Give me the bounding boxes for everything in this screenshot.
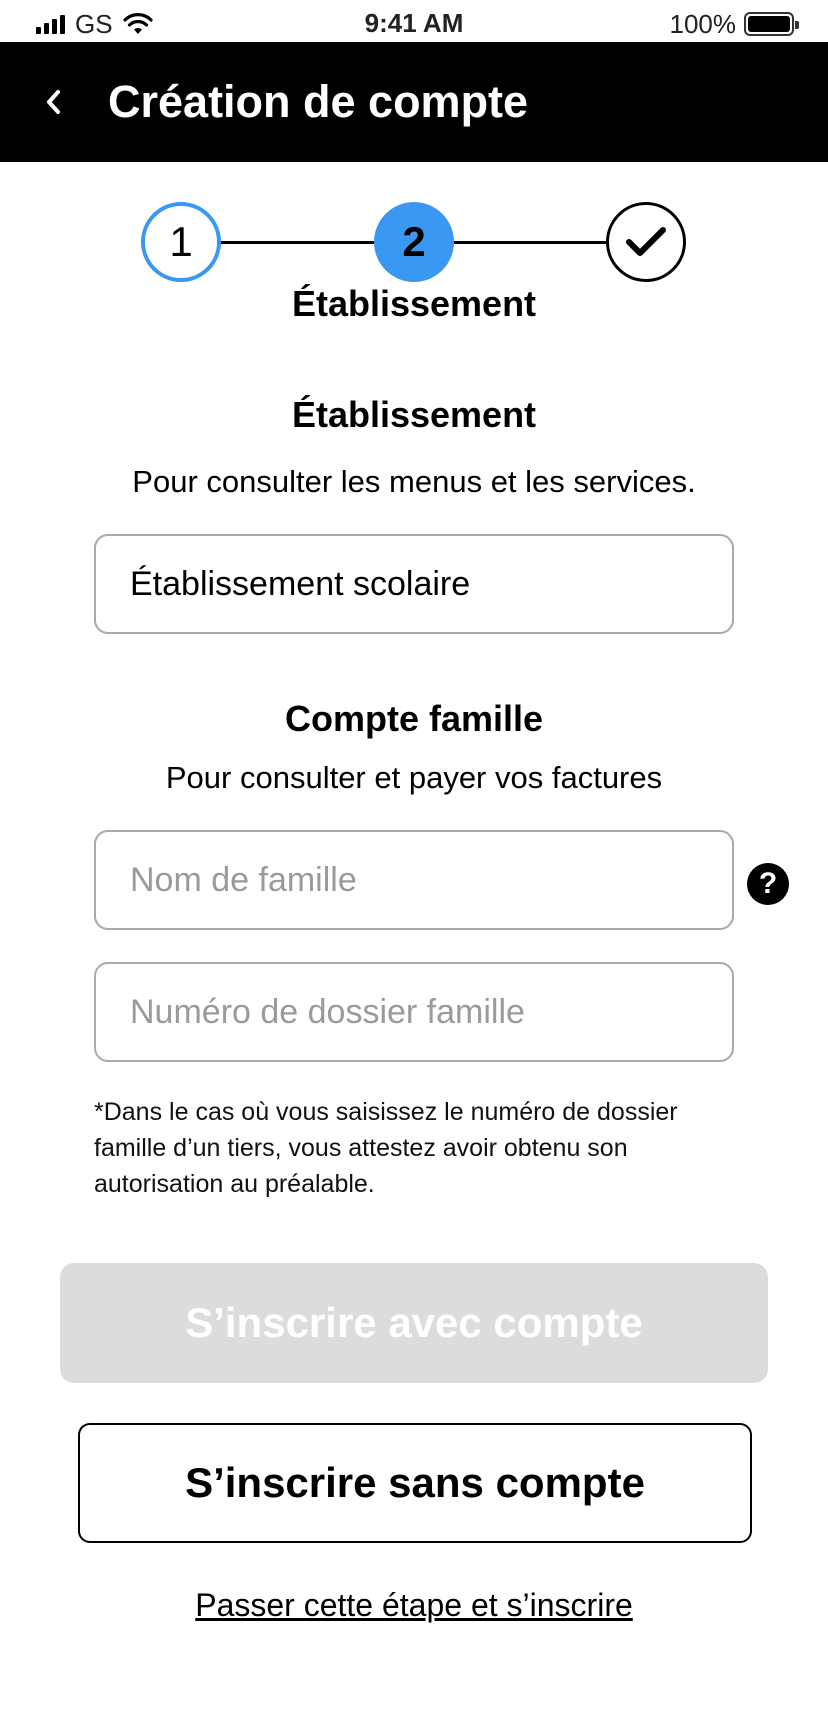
establishment-title: Établissement xyxy=(291,394,537,435)
stepper-connector xyxy=(452,241,608,244)
chevron-left-icon xyxy=(43,87,65,117)
authorization-disclaimer: *Dans le cas où vous saisissez le numéro de dossier famille d’un tiers, vous attestez avoir obtenu son autorisation au préalable. xyxy=(94,1098,678,1198)
status-time: 9:41 AM xyxy=(364,8,464,38)
app-header xyxy=(0,42,828,162)
battery-icon xyxy=(744,12,794,36)
progress-stepper xyxy=(0,200,828,290)
establishment-subtitle: Pour consulter les menus et les services. xyxy=(132,464,696,499)
battery-percent: 100% xyxy=(669,9,736,39)
step-1-indicator: 1 xyxy=(141,202,221,282)
register-without-account-button[interactable]: S’inscrire sans compte xyxy=(78,1423,752,1543)
register-with-account-button[interactable]: S’inscrire avec compte xyxy=(60,1263,768,1383)
status-right xyxy=(670,10,795,38)
step-3-indicator xyxy=(606,202,686,282)
back-button[interactable] xyxy=(24,72,84,132)
skip-step-link[interactable]: Passer cette étape et s’inscrire xyxy=(195,1587,633,1623)
step-2-indicator: 2 xyxy=(374,202,454,282)
checkmark-icon xyxy=(624,224,668,260)
family-name-input[interactable] xyxy=(94,830,734,930)
stepper-connector xyxy=(219,241,376,244)
family-file-number-input[interactable] xyxy=(94,962,734,1062)
question-icon[interactable]: ? xyxy=(747,863,789,905)
family-account-subtitle: Pour consulter et payer vos factures xyxy=(165,760,663,795)
carrier-name: GS xyxy=(75,9,113,39)
family-account-title: Compte famille xyxy=(284,698,544,739)
page-title: Création de compte xyxy=(108,76,529,127)
status-bar xyxy=(0,0,828,42)
current-step-label: Établissement xyxy=(291,283,537,324)
establishment-select[interactable]: Établissement scolaire xyxy=(94,534,734,634)
